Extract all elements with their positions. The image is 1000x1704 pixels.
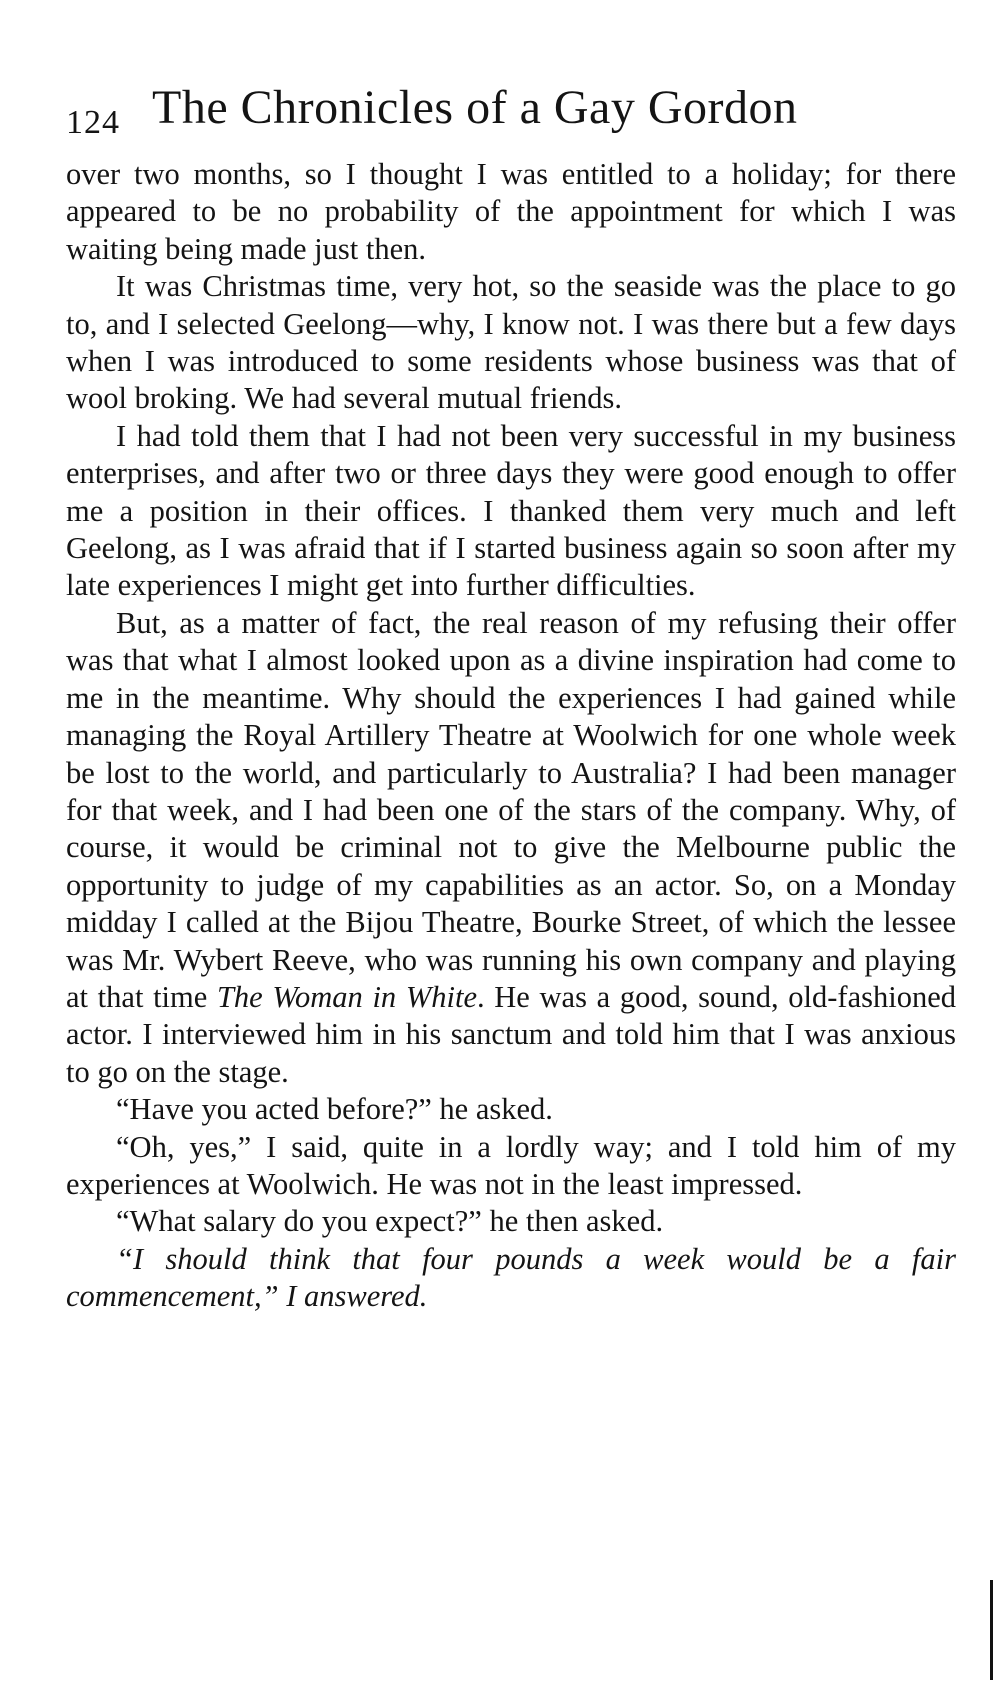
paragraph: “What salary do you expect?” he then asked. — [116, 1204, 664, 1239]
paragraph: “Oh, yes,” I said, quite in a lordly way; and I told him of my experiences at Woolwich. He was not in the least impressed. — [66, 1129, 956, 1201]
paragraph: “I should think that four pounds a week would be a fair commencement,” I answered. — [66, 1241, 956, 1314]
paragraph: over two months, so I thought I was entitled to a holiday; for there appeared to be no probability of the appointment for which I was waiting being made just then. — [66, 157, 956, 266]
play-title: The Woman in White — [216, 979, 477, 1014]
margin-mark — [990, 1580, 993, 1680]
paragraph: I had told them that I had not been very successful in my business enterprises, and after two or three days they were good enough to offer me a position in their offices. I thanked them very much and left Geelong, as I was afraid that if I started business again so soon after my late experiences I might get into further difficulties. — [66, 418, 956, 603]
page-number: 124 — [66, 104, 120, 141]
page-header — [66, 80, 956, 150]
body-text — [66, 156, 956, 1316]
paragraph-text: But, as a matter of fact, the real reason of my refusing their offer was that what I almost looked upon as a divine inspiration had come to me in the meantime. Why should the experiences I had gained while managing the Royal Artillery Theatre at Woolwich for one whole week be lost to the world, and particularly to Australia? I had been manager for that week, and I had been one of the stars of the company. Why, of course, it would be criminal not to give the Melbourne public the opportunity to judge of my capabilities as an actor. So, on a Monday midday I called at the Bijou Theatre, Bourke Street, of which the lessee was Mr. Wybert Reeve, who was running his own company and playing at that time — [66, 605, 956, 1014]
paragraph: “Have you acted before?” he asked. — [116, 1092, 553, 1127]
paragraph — [66, 605, 956, 1091]
running-title: The Chronicles of a Gay Gordon — [152, 81, 798, 134]
paragraph: It was Christmas time, very hot, so the seaside was the place to go to, and I selected Geelong—why, I know not. I was there but a few days when I was introduced to some residents whose business was that of wool broking. We had several mutual friends. — [66, 269, 956, 416]
paragraph-text: . He was a good, sound, old-fashioned actor. I interviewed him in his sanctum and told him that I was anxious to go on the stage. — [66, 979, 956, 1089]
